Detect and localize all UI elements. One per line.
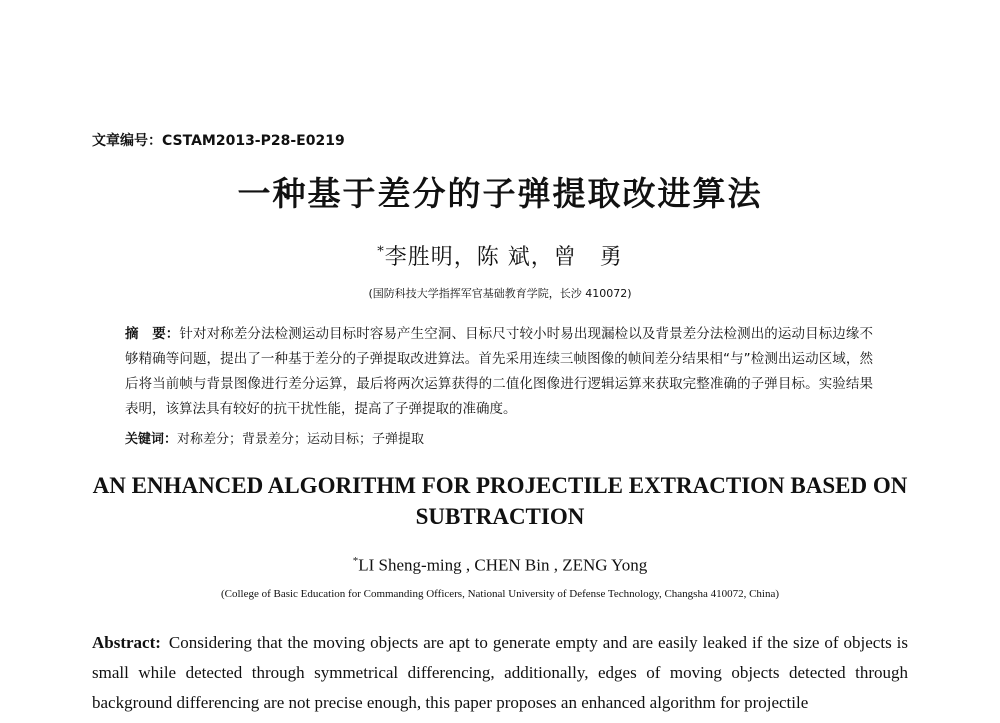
article-number-value: CSTAM2013-P28-E0219 (162, 133, 345, 149)
chinese-keywords-label: 关键词： (125, 432, 178, 447)
chinese-author-names: 李胜明，陈 斌，曾 勇 (384, 245, 623, 270)
english-abstract-text: Considering that the moving objects are apt to generate empty and are easily leaked if the size of objects is small while detected through symmetrical differencing, additionally, edges of moving objects detected through background differencing are not precise enough, this paper proposes an enhanced algorithm for projectile (92, 633, 908, 712)
english-abstract (92, 628, 908, 718)
english-corresponding-author-marker: * (352, 555, 359, 567)
article-number-label: 文章编号： (92, 133, 162, 149)
chinese-abstract-label: 摘 要： (125, 326, 180, 342)
corresponding-author-marker: * (377, 244, 385, 260)
english-authors (0, 555, 1000, 576)
chinese-affiliation: (国防科技大学指挥军官基础教育学院，长沙 410072) (368, 287, 632, 300)
english-title: AN ENHANCED ALGORITHM FOR PROJECTILE EXTRACTION BASED ON SUBTRACTION (92, 473, 908, 529)
chinese-keywords-text: 对称差分；背景差分；运动目标；子弹提取 (177, 432, 425, 447)
english-author-names: LI Sheng-ming , CHEN Bin , ZENG Yong (358, 555, 648, 575)
article-number-line (92, 130, 345, 150)
chinese-abstract (125, 322, 873, 422)
chinese-keywords (125, 428, 873, 447)
chinese-title: 一种基于差分的子弹提取改进算法 (237, 174, 763, 213)
english-abstract-label: Abstract: (92, 633, 161, 652)
chinese-authors (0, 240, 1000, 271)
english-affiliation: (College of Basic Education for Commanding Officers, National University of Defense Technology, Changsha 410072, China) (220, 588, 780, 600)
chinese-abstract-text: 针对对称差分法检测运动目标时容易产生空洞、目标尺寸较小时易出现漏检以及背景差分法检测出的运动目标边缘不够精确等问题，提出了一种基于差分的子弹提取改进算法。首先采用连续三帧图像的帧间差分结果相“与”检测出运动区域，然后将当前帧与背景图像进行差分运算，最后将两次运算获得的二值化图像进行逻辑运算来获取完整准确的子弹目标。实验结果表明，该算法具有较好的抗干扰性能，提高了子弹提取的准确度。 (125, 326, 874, 417)
